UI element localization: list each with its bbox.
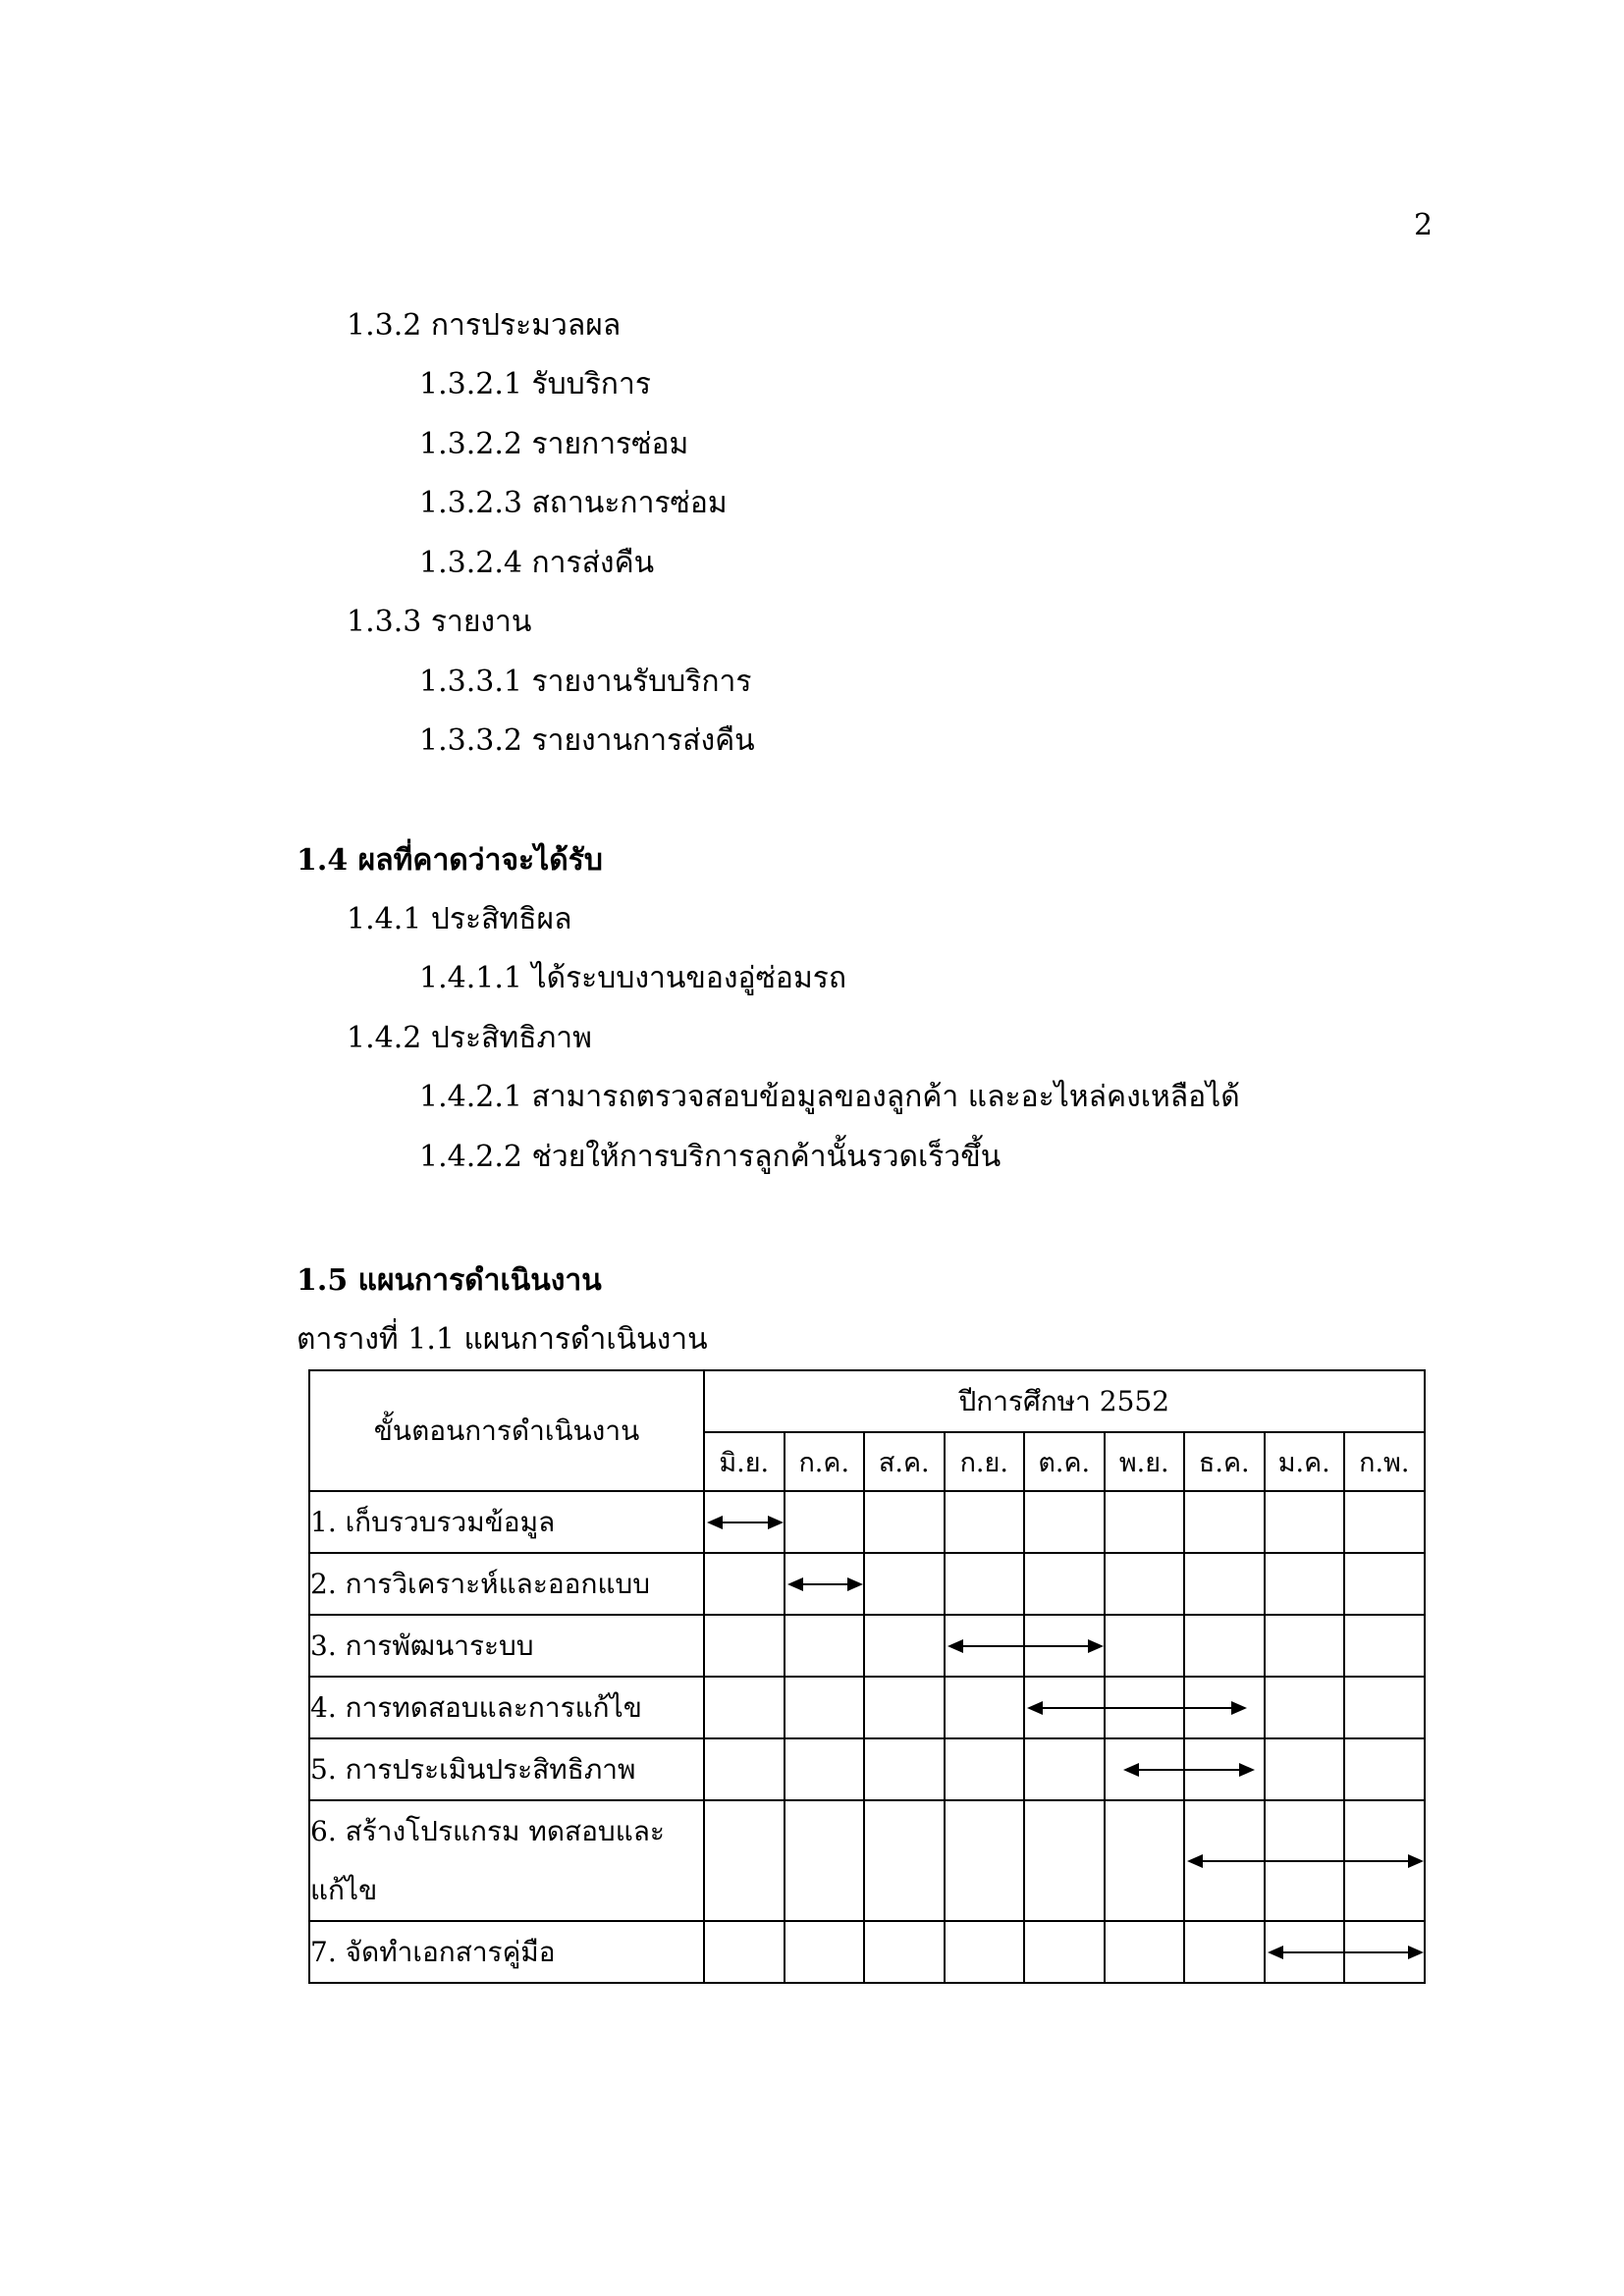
schedule-cell — [864, 1800, 945, 1921]
schedule-cell — [945, 1677, 1025, 1738]
section-1-3-3-heading: 1.3.3 รายงาน — [347, 605, 532, 639]
schedule-cell — [1184, 1491, 1265, 1553]
table-row — [309, 1921, 1425, 1983]
schedule-cell — [1344, 1491, 1425, 1553]
section-1-5-heading: 1.5 แผนการดำเนินงาน — [297, 1263, 602, 1298]
schedule-cell — [1105, 1615, 1185, 1677]
month-header: ต.ค. — [1024, 1432, 1105, 1491]
schedule-arrow — [709, 1522, 782, 1523]
month-header: ธ.ค. — [1184, 1432, 1265, 1491]
section-1-4-1: 1.4.1 ประสิทธิผล — [347, 902, 572, 936]
schedule-arrow — [1189, 1860, 1422, 1862]
month-header: ส.ค. — [864, 1432, 945, 1491]
schedule-cell — [1265, 1553, 1345, 1615]
section-1-4-heading: 1.4 ผลที่คาดว่าจะได้รับ — [297, 843, 603, 878]
schedule-cell — [1344, 1615, 1425, 1677]
schedule-cell — [864, 1738, 945, 1800]
plan-table — [308, 1369, 1426, 1984]
schedule-cell — [785, 1677, 865, 1738]
schedule-arrow — [1270, 1951, 1422, 1953]
schedule-cell — [1184, 1921, 1265, 1983]
schedule-cell — [704, 1553, 785, 1615]
table-row — [309, 1677, 1425, 1738]
schedule-cell — [704, 1738, 785, 1800]
section-1-3-2-4: 1.3.2.4 การส่งคืน — [419, 546, 655, 580]
schedule-cell — [1184, 1553, 1265, 1615]
schedule-arrow — [1029, 1707, 1245, 1709]
schedule-cell — [945, 1921, 1025, 1983]
section-1-4-1-1: 1.4.1.1 ได้ระบบงานของอู่ซ่อมรถ — [419, 961, 846, 995]
section-1-3-2-3: 1.3.2.3 สถานะการซ่อม — [419, 486, 728, 520]
schedule-cell — [1024, 1800, 1105, 1921]
task-label: 5. การประเมินประสิทธิภาพ — [309, 1738, 704, 1800]
section-1-4-2: 1.4.2 ประสิทธิภาพ — [347, 1021, 592, 1055]
section-1-3-3-2: 1.3.3.2 รายงานการส่งคืน — [419, 723, 755, 758]
schedule-cell — [864, 1553, 945, 1615]
section-1-4-2-1: 1.4.2.1 สามารถตรวจสอบข้อมูลของลูกค้า และอะไหล่คงเหลือได้ — [419, 1080, 1240, 1114]
schedule-cell — [704, 1615, 785, 1677]
month-header: ม.ค. — [1265, 1432, 1345, 1491]
step-header: ขั้นตอนการดำเนินงาน — [309, 1370, 704, 1491]
schedule-cell — [864, 1615, 945, 1677]
schedule-cell — [785, 1615, 865, 1677]
section-1-3-2-2: 1.3.2.2 รายการซ่อม — [419, 427, 689, 461]
schedule-cell — [1265, 1491, 1345, 1553]
schedule-cell — [945, 1800, 1025, 1921]
table-row — [309, 1738, 1425, 1800]
task-label: 3. การพัฒนาระบบ — [309, 1615, 704, 1677]
schedule-cell — [1344, 1553, 1425, 1615]
schedule-cell — [1344, 1738, 1425, 1800]
section-1-3-2-1: 1.3.2.1 รับบริการ — [419, 367, 651, 401]
section-1-3-2-heading: 1.3.2 การประมวลผล — [347, 308, 622, 343]
schedule-cell — [785, 1921, 865, 1983]
schedule-cell — [1265, 1677, 1345, 1738]
schedule-cell — [945, 1738, 1025, 1800]
table-row — [309, 1800, 1425, 1921]
schedule-cell — [864, 1921, 945, 1983]
table-caption: ตารางที่ 1.1 แผนการดำเนินงาน — [297, 1322, 708, 1357]
page-number: 2 — [1414, 208, 1434, 242]
schedule-cell — [704, 1800, 785, 1921]
schedule-cell — [1024, 1553, 1105, 1615]
year-header: ปีการศึกษา 2552 — [704, 1370, 1425, 1432]
task-label: 1. เก็บรวบรวมข้อมูล — [309, 1491, 704, 1553]
schedule-cell — [1105, 1800, 1185, 1921]
table-row — [309, 1615, 1425, 1677]
schedule-arrow — [789, 1583, 862, 1585]
month-header: มิ.ย. — [704, 1432, 785, 1491]
schedule-cell — [1024, 1921, 1105, 1983]
schedule-cell — [864, 1677, 945, 1738]
schedule-cell — [1184, 1615, 1265, 1677]
schedule-cell — [704, 1677, 785, 1738]
month-header: พ.ย. — [1105, 1432, 1185, 1491]
table-row — [309, 1553, 1425, 1615]
month-header: ก.ย. — [945, 1432, 1025, 1491]
task-label: 6. สร้างโปรแกรม ทดสอบและแก้ไข — [309, 1800, 704, 1921]
schedule-arrow — [1125, 1769, 1254, 1771]
schedule-cell — [945, 1491, 1025, 1553]
schedule-cell — [1105, 1491, 1185, 1553]
schedule-cell — [1105, 1553, 1185, 1615]
task-label: 2. การวิเคราะห์และออกแบบ — [309, 1553, 704, 1615]
schedule-cell — [1024, 1738, 1105, 1800]
schedule-cell — [704, 1921, 785, 1983]
month-header: ก.ค. — [785, 1432, 865, 1491]
schedule-cell — [704, 1491, 785, 1553]
section-1-4-2-2: 1.4.2.2 ช่วยให้การบริการลูกค้านั้นรวดเร็วขึ้น — [419, 1140, 1001, 1174]
schedule-cell — [1265, 1738, 1345, 1800]
schedule-cell — [864, 1491, 945, 1553]
section-1-3-3-1: 1.3.3.1 รายงานรับบริการ — [419, 665, 752, 699]
schedule-cell — [785, 1800, 865, 1921]
task-label: 4. การทดสอบและการแก้ไข — [309, 1677, 704, 1738]
schedule-cell — [1265, 1615, 1345, 1677]
schedule-cell — [785, 1738, 865, 1800]
month-header: ก.พ. — [1344, 1432, 1425, 1491]
task-label: 7. จัดทำเอกสารคู่มือ — [309, 1921, 704, 1983]
schedule-cell — [1024, 1491, 1105, 1553]
schedule-cell — [1344, 1677, 1425, 1738]
schedule-cell — [785, 1491, 865, 1553]
schedule-cell — [945, 1553, 1025, 1615]
schedule-arrow — [949, 1645, 1102, 1647]
table-row — [309, 1491, 1425, 1553]
schedule-cell — [1105, 1921, 1185, 1983]
